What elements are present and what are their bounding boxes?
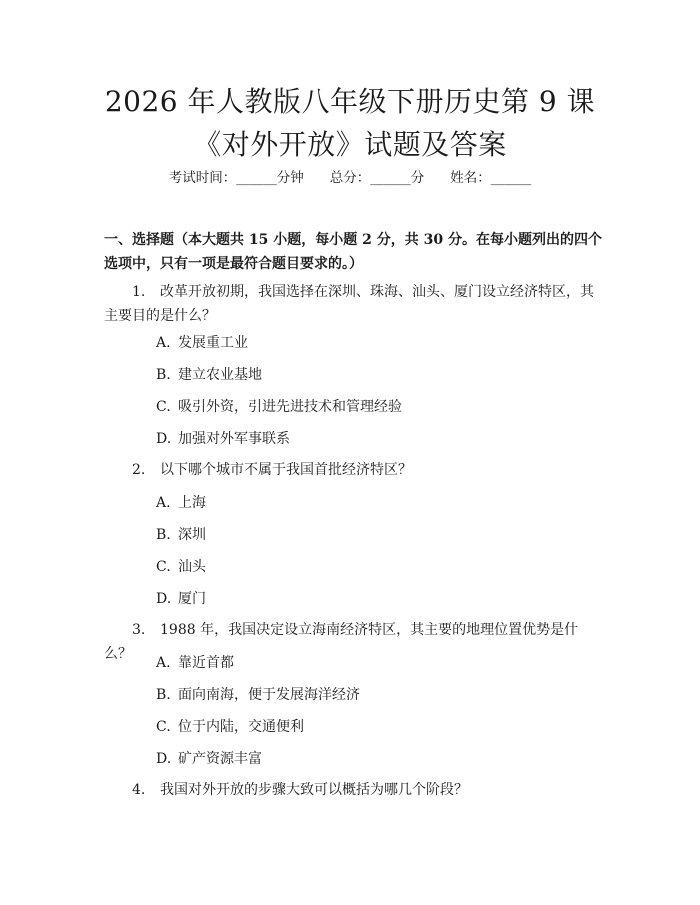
question-4 xyxy=(104,778,604,802)
option-3a xyxy=(156,653,596,673)
question-text: 我国对外开放的步骤大致可以概括为哪几个阶段？ xyxy=(160,782,468,798)
option-text: 矿产资源丰富 xyxy=(178,751,262,767)
option-text: 位于内陆，交通便利 xyxy=(178,719,304,735)
option-letter: D. xyxy=(156,751,172,767)
question-text: 以下哪个城市不属于我国首批经济特区？ xyxy=(160,462,412,478)
option-letter: A. xyxy=(156,335,171,351)
document-title: 2026 年人教版八年级下册历史第 9 课《对外开放》试题及答案 xyxy=(104,85,596,161)
question-1 xyxy=(104,280,604,328)
option-1d xyxy=(156,429,596,449)
option-text: 吸引外资，引进先进技术和管理经验 xyxy=(178,399,402,415)
option-letter: B. xyxy=(156,367,171,383)
option-3d xyxy=(156,749,596,769)
option-2a xyxy=(156,493,596,513)
exam-score: 总分：______分 xyxy=(329,170,425,186)
option-letter: A. xyxy=(156,495,171,511)
option-3c xyxy=(156,717,596,737)
option-text: 上海 xyxy=(178,495,206,511)
option-letter: B. xyxy=(156,527,171,543)
student-name: 姓名：______ xyxy=(450,170,532,186)
question-text: 改革开放初期，我国选择在深圳、珠海、汕头、厦门设立经济特区，其主要目的是什么？ xyxy=(104,284,594,324)
option-3b xyxy=(156,685,596,705)
option-2d xyxy=(156,589,596,609)
option-1a xyxy=(156,333,596,353)
option-letter: C. xyxy=(156,399,171,415)
question-number: 3. xyxy=(132,622,146,638)
option-text: 汕头 xyxy=(178,559,206,575)
section-heading: 一、选择题（本大题共 15 小题，每小题 2 分，共 30 分。在每小题列出的四个选项中，只有一项是最符合题目要求的。） xyxy=(104,232,602,272)
option-text: 面向南海，便于发展海洋经济 xyxy=(178,687,360,703)
question-number: 4. xyxy=(132,782,146,798)
option-letter: A. xyxy=(156,655,171,671)
question-text: 1988 年，我国决定设立海南经济特区，其主要的地理位置优势是什么？ xyxy=(104,622,579,662)
option-text: 厦门 xyxy=(178,591,206,607)
option-2b xyxy=(156,525,596,545)
option-letter: D. xyxy=(156,591,172,607)
option-letter: D. xyxy=(156,431,172,447)
option-1c xyxy=(156,397,596,417)
exam-meta xyxy=(0,168,700,188)
exam-time: 考试时间：______分钟 xyxy=(168,170,304,186)
option-text: 加强对外军事联系 xyxy=(178,431,290,447)
option-letter: C. xyxy=(156,719,171,735)
option-letter: B. xyxy=(156,687,171,703)
option-text: 建立农业基地 xyxy=(178,367,262,383)
option-2c xyxy=(156,557,596,577)
option-1b xyxy=(156,365,596,385)
option-text: 发展重工业 xyxy=(178,335,248,351)
option-letter: C. xyxy=(156,559,171,575)
option-text: 深圳 xyxy=(178,527,206,543)
question-2 xyxy=(104,458,604,482)
question-number: 1. xyxy=(132,284,146,300)
question-number: 2. xyxy=(132,462,146,478)
option-text: 靠近首都 xyxy=(178,655,234,671)
